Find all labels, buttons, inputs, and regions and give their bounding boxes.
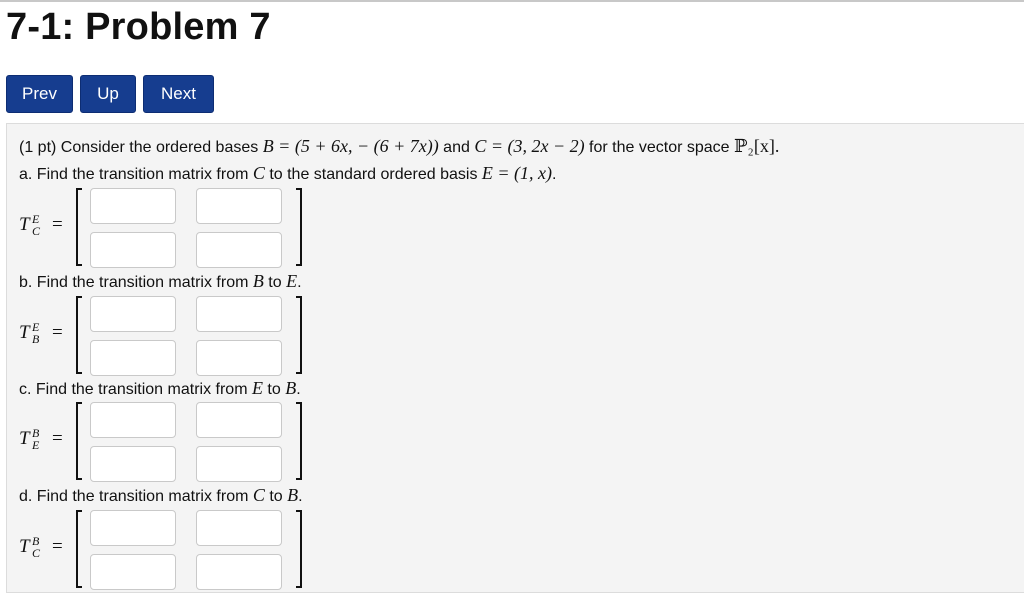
right-bracket	[296, 188, 302, 266]
page-title: 7-1: Problem 7	[6, 6, 271, 48]
vector-space: ℙ₂[x].	[734, 136, 780, 156]
matrix-d-cell-12[interactable]	[196, 510, 282, 546]
problem-statement: (1 pt) Consider the ordered bases B = (5 + 6x, − (6 + 7x)) and C = (3, 2x − 2) for the vector space ℙ₂[x].	[19, 136, 780, 156]
matrix-d-cell-22[interactable]	[196, 554, 282, 590]
part-b-prompt: b. Find the transition matrix from B to E.	[19, 271, 302, 291]
up-button[interactable]: Up	[80, 75, 136, 113]
left-bracket	[76, 402, 82, 480]
part-a-prompt: a. Find the transition matrix from C to the standard ordered basis E = (1, x).	[19, 163, 557, 183]
basis-b-expression: B = (5 + 6x, − (6 + 7x))	[262, 136, 439, 156]
right-bracket	[296, 402, 302, 480]
matrix-a-cell-12[interactable]	[196, 188, 282, 224]
top-divider	[0, 0, 1024, 2]
matrix-b	[7, 294, 327, 376]
right-bracket	[296, 296, 302, 374]
matrix-c-cell-11[interactable]	[90, 402, 176, 438]
matrix-label: T B C =	[19, 534, 63, 560]
next-button[interactable]: Next	[143, 75, 214, 113]
matrix-c-cell-21[interactable]	[90, 446, 176, 482]
matrix-a-cell-21[interactable]	[90, 232, 176, 268]
left-bracket	[76, 296, 82, 374]
basis-c-expression: C = (3, 2x − 2)	[474, 136, 585, 156]
left-bracket	[76, 188, 82, 266]
left-bracket	[76, 510, 82, 588]
matrix-d-cell-11[interactable]	[90, 510, 176, 546]
matrix-label: T E C =	[19, 212, 63, 238]
matrix-b-cell-22[interactable]	[196, 340, 282, 376]
prev-button[interactable]: Prev	[6, 75, 73, 113]
problem-panel	[6, 123, 1024, 593]
matrix-c-cell-12[interactable]	[196, 402, 282, 438]
matrix-label: T E B =	[19, 320, 63, 346]
matrix-b-cell-12[interactable]	[196, 296, 282, 332]
matrix-a-cell-22[interactable]	[196, 232, 282, 268]
matrix-c-cell-22[interactable]	[196, 446, 282, 482]
matrix-b-cell-11[interactable]	[90, 296, 176, 332]
matrix-c	[7, 400, 327, 482]
matrix-a	[7, 186, 327, 268]
matrix-d	[7, 508, 327, 590]
matrix-a-cell-11[interactable]	[90, 188, 176, 224]
matrix-d-cell-21[interactable]	[90, 554, 176, 590]
part-d-prompt: d. Find the transition matrix from C to B.	[19, 485, 303, 505]
matrix-label: T B E =	[19, 426, 63, 452]
matrix-b-cell-21[interactable]	[90, 340, 176, 376]
right-bracket	[296, 510, 302, 588]
part-c-prompt: c. Find the transition matrix from E to B.	[19, 378, 301, 398]
